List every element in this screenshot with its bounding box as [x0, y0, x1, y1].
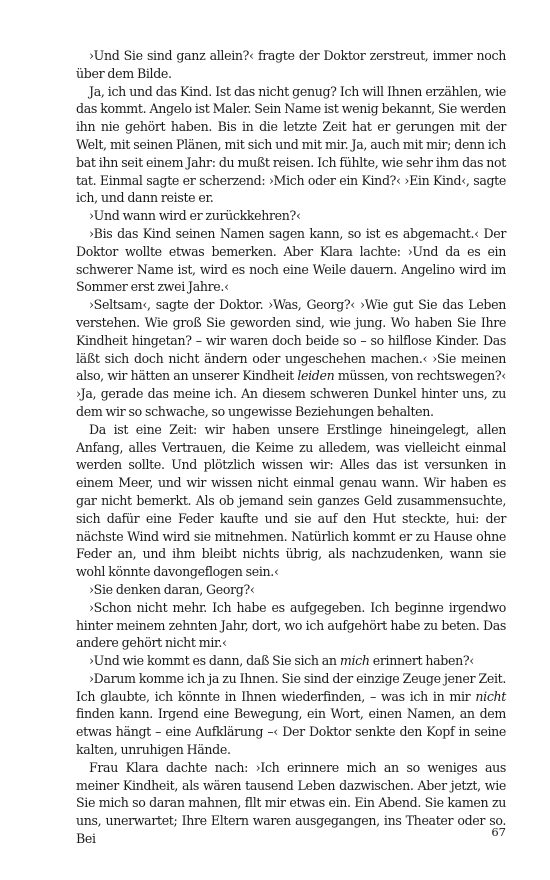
text-run: ›Und Sie sind ganz allein?‹ fragte der Doktor zerstreut, immer noch über dem Bilde.	[76, 48, 506, 81]
text-run: müssen, von rechtswegen?‹ ›Ja, gerade das meine ich. An diesem schweren Dunkel hinter uns, zu dem wir so schwache, so ungewisse Beziehungen behalten.	[76, 368, 506, 419]
paragraph	[76, 83, 506, 208]
text-run: ›Bis das Kind seinen Namen sagen kann, so ist es abgemacht.‹ Der Doktor wollte etwas bemerken. Aber Klara lachte: ›Und da es ein schwerer Name ist, wird es noch eine Weile dauern. Angelino wird im Sommer erst zwei Jahre.‹	[76, 225, 506, 295]
emphasized-text: leiden	[297, 368, 335, 384]
text-run: ›Schon nicht mehr. Ich habe es aufgegeben. Ich beginne irgendwo hinter meinem zehnten Jahr, dort, wo ich aufgehört habe zu beten. Das andere gehört nicht mir.‹	[76, 599, 506, 651]
text-run: Frau Klara dachte nach: ›Ich erinnere mich an so weniges aus meiner Kindheit, als wären tausend Leben dazwischen. Aber jetzt, wie Sie mich so daran mahnen, fllt mir etwas ein. Ein Abend. Sie kamen zu uns, unerwartet; Ihre Eltern waren ausgegangen, ins Theater oder so. Bei	[76, 759, 506, 847]
emphasized-text: mich	[339, 653, 370, 669]
paragraph	[76, 207, 506, 225]
paragraph	[76, 421, 506, 581]
paragraph	[76, 47, 506, 83]
paragraph	[76, 296, 506, 421]
text-run: Ja, ich und das Kind. Ist das nicht genug? Ich will Ihnen erzählen, wie das kommt. Angelo ist Maler. Sein Name ist wenig bekannt, Sie werden ihn nie gehört haben. Bis in die letzte Zeit hat er gerungen mit der Welt, mit seinen Plänen, mit sich und mit mir. Ja, auch mit mir; denn ich bat ihn seit einem Jahr: du mußt reisen. Ich fühlte, wie sehr ihm das not tat. Einmal sagte er scherzend: ›Mich oder ein Kind?‹ ›Ein Kind‹, sagte ich, und dann reiste er.	[76, 83, 506, 206]
paragraph	[76, 652, 506, 670]
paragraph	[76, 581, 506, 599]
paragraph	[76, 599, 506, 652]
text-run: ›Seltsam‹, sagte der Doktor. ›Was, Georg?‹ ›Wie gut Sie das Leben verstehen. Wie groß Sie geworden sind, wie jung. Wo haben Sie Ihre Kindheit hingetan? – wir waren doch beide so – so hilflose Kinder. Das läßt sich doch nicht ändern oder ungeschehen machen.‹ ›Sie meinen also, wir hätten an unserer Kindheit	[76, 297, 506, 384]
paragraph	[76, 759, 506, 848]
body-text	[76, 47, 506, 848]
text-run: ›Darum komme ich ja zu Ihnen. Sie sind der einzige Zeuge jener Zeit. Ich glaubte, ich könnte in Ihnen wiederfinden, – was ich in mir	[76, 670, 506, 704]
paragraph	[76, 670, 506, 759]
text-run: finden kann. Irgend eine Bewegung, ein Wort, einen Namen, an dem etwas hängt – eine Aufklärung –‹ Der Doktor senkte den Kopf in seine kalten, unruhigen Hände.	[76, 706, 506, 758]
emphasized-text: nicht	[475, 688, 506, 704]
text-run: ›Sie denken daran, Georg?‹	[89, 581, 255, 597]
text-run: Da ist eine Zeit: wir haben unsere Erstlinge hineingelegt, allen Anfang, alles Vertrauen, die Keime zu alledem, was vielleicht einmal werden sollte. Und plötzlich wissen wir: Alles das ist versunken in einem Meer, und wir wissen nicht einmal genau wann. Wir haben es gar nicht bemerkt. Als ob jemand sein ganzes Geld zusammensuchte, sich dafür eine Feder kaufte und sie auf den Hut steckte, hui: der nächste Wind wird sie mitnehmen. Natürlich kommt er zu Hause ohne Feder an, und ihm bleibt nichts übrig, als nachzudenken, wann sie wohl könnte davongeflogen sein.‹	[76, 421, 506, 580]
text-run: ›Und wie kommt es dann, daß Sie sich an	[89, 653, 340, 669]
paragraph	[76, 225, 506, 296]
text-run: erinnert haben?‹	[369, 653, 474, 669]
page-number: 67	[491, 825, 506, 839]
text-run: ›Und wann wird er zurückkehren?‹	[89, 208, 301, 224]
